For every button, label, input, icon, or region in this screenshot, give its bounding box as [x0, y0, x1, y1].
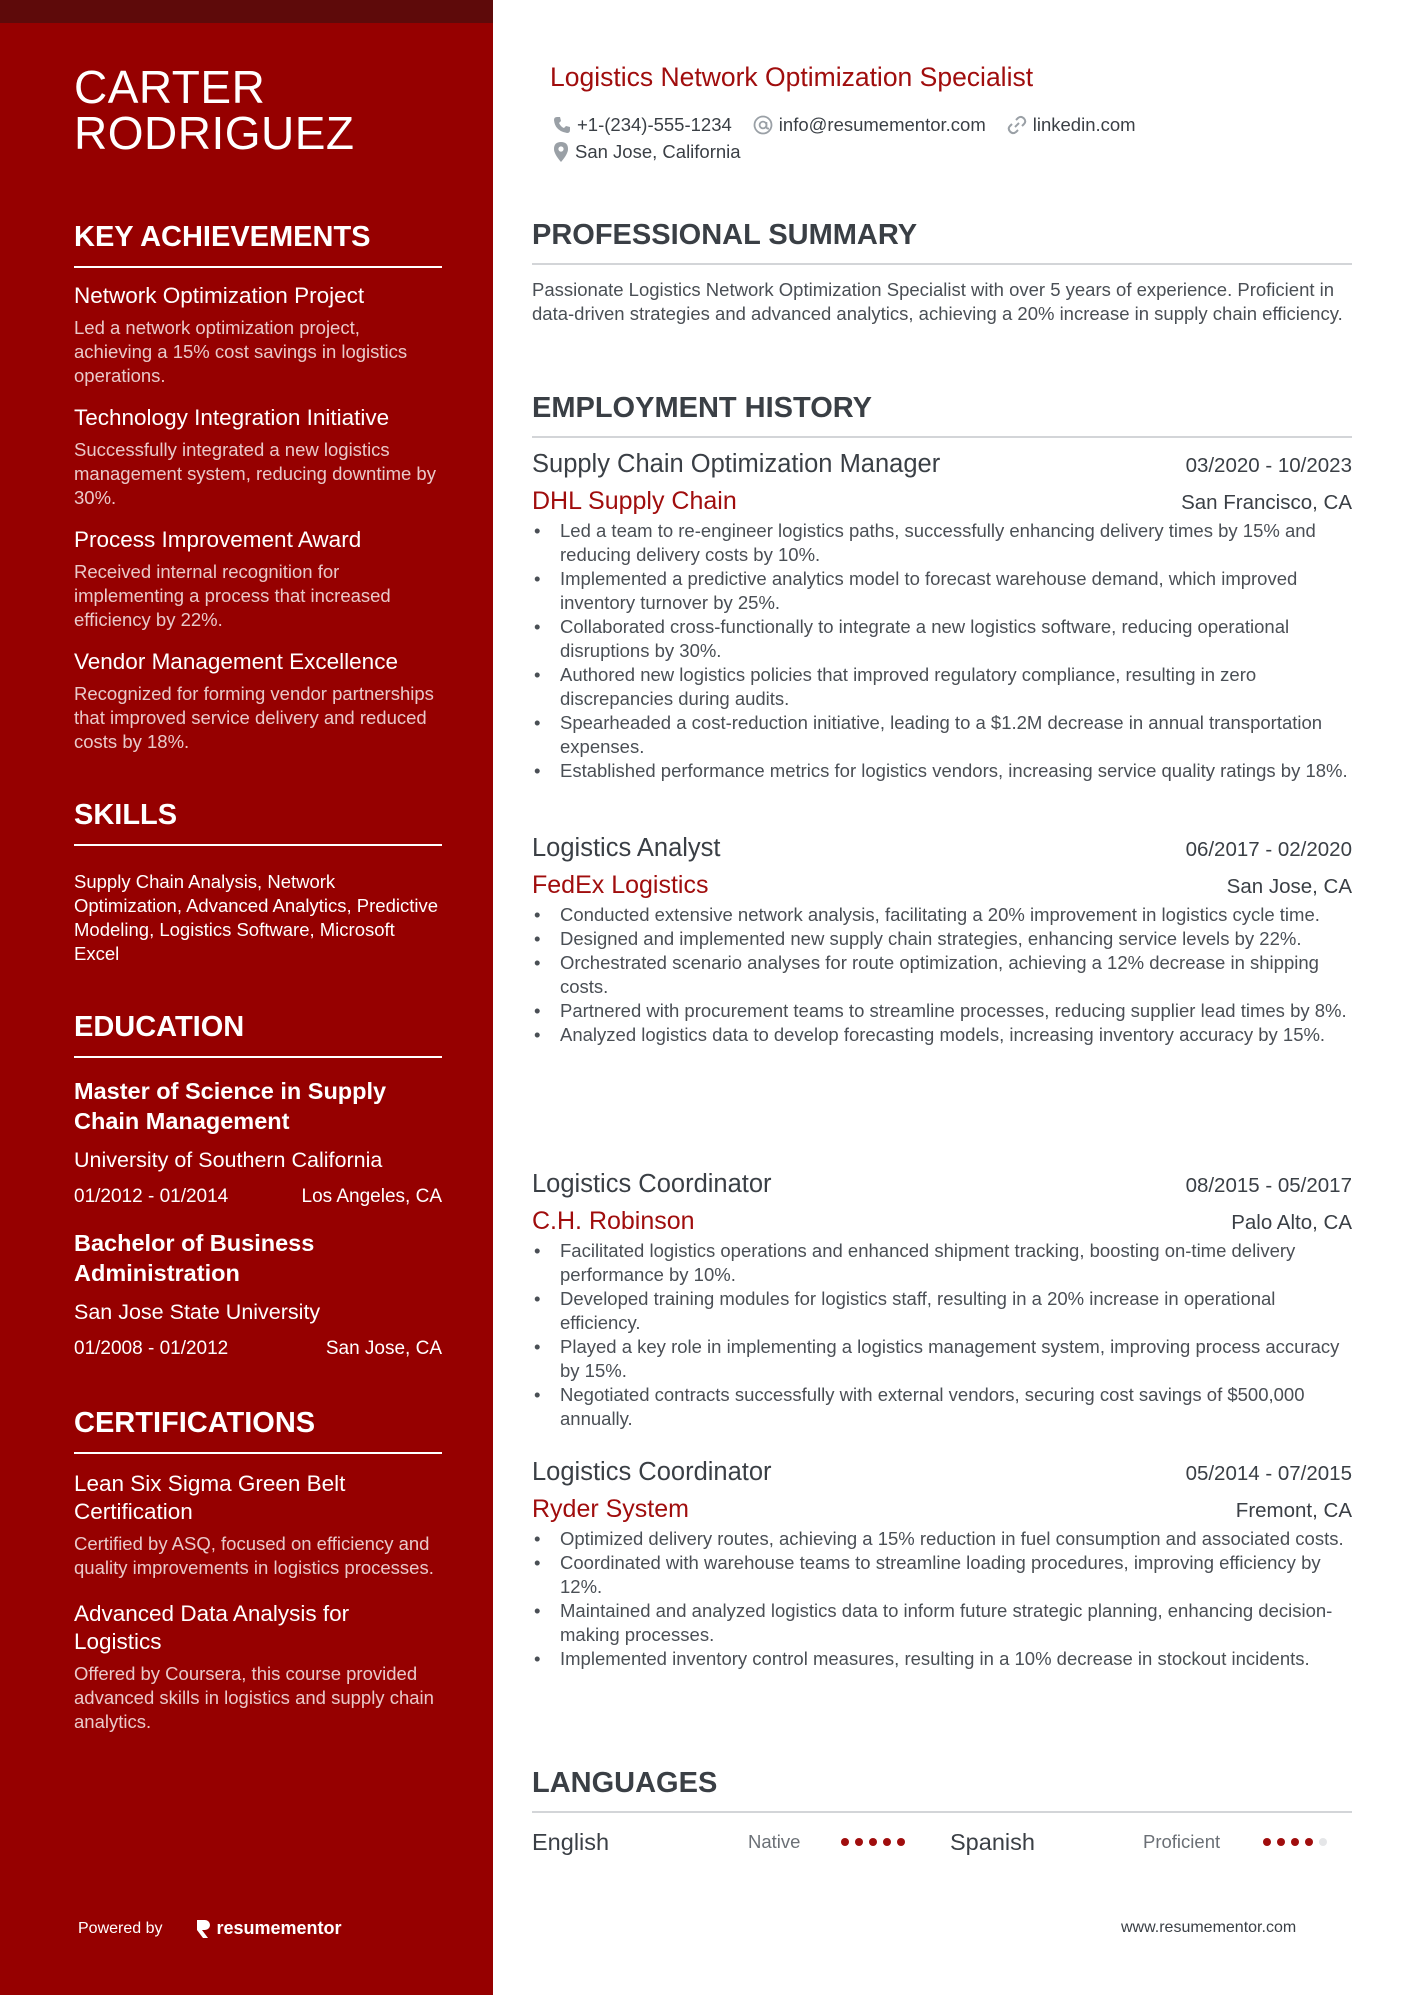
job-company: Ryder System: [532, 1495, 689, 1523]
job-location: San Jose, CA: [1226, 875, 1352, 898]
job-bullet: • Analyzed logistics data to develop forecasting models, increasing inventory accuracy by 15%.: [532, 1023, 1352, 1047]
education-item: [74, 1228, 442, 1362]
language-level: Native: [748, 1831, 801, 1852]
education-location: San Jose, CA: [325, 1338, 442, 1359]
job-bullets: [532, 1239, 1352, 1431]
education-dates: 01/2008 - 01/2012: [74, 1338, 229, 1359]
link-icon: [1006, 114, 1028, 136]
job-bullet: • Maintained and analyzed logistics data to inform future strategic planning, enhancing decision-making processes.: [532, 1599, 1352, 1647]
contact-email[interactable]: [752, 114, 986, 136]
job-bullet: • Orchestrated scenario analyses for route optimization, achieving a 12% decrease in shipping costs.: [532, 951, 1352, 999]
job-bullet: • Facilitated logistics operations and enhanced shipment tracking, boosting on-time delivery performance by 10%.: [532, 1239, 1352, 1287]
rating-dot-filled: [1291, 1838, 1299, 1846]
rating-dot-empty: [1319, 1838, 1327, 1846]
job-bullet: • Led a team to re-engineer logistics paths, successfully enhancing delivery times by 15% and reducing delivery costs by 10%.: [532, 519, 1352, 567]
last-name: RODRIGUEZ: [74, 107, 355, 159]
rating-dot-filled: [869, 1838, 877, 1846]
certification-desc: Certified by ASQ, focused on efficiency and quality improvements in logistics processes.: [74, 1533, 434, 1578]
certifications-heading: CERTIFICATIONS: [74, 1406, 442, 1454]
job-bullet: • Established performance metrics for logistics vendors, increasing service quality ratings by 18%.: [532, 759, 1352, 783]
rating-dot-filled: [883, 1838, 891, 1846]
education-dates: 01/2012 - 01/2014: [74, 1186, 229, 1207]
job-dates: 08/2015 - 05/2017: [1185, 1174, 1352, 1197]
job-company: FedEx Logistics: [532, 871, 709, 899]
languages-heading: LANGUAGES: [532, 1766, 1352, 1813]
certification-item: [74, 1470, 442, 1580]
education-location: Los Angeles, CA: [301, 1186, 442, 1207]
achievement-item: [74, 404, 442, 510]
language-level: Proficient: [1143, 1831, 1221, 1852]
candidate-name: [74, 61, 442, 159]
location-text: San Jose, California: [575, 141, 741, 162]
job-bullet: • Conducted extensive network analysis, facilitating a 20% improvement in logistics cycle time.: [532, 903, 1352, 927]
job-role: Supply Chain Optimization Manager: [532, 450, 941, 478]
achievement-desc: Led a network optimization project, achieving a 15% cost savings in logistics operations.: [74, 317, 408, 386]
powered-by: [78, 1918, 342, 1939]
job-bullet: • Played a key role in implementing a logistics management system, improving process accuracy by 15%.: [532, 1335, 1352, 1383]
phone-icon: [552, 115, 572, 135]
brand-logo[interactable]: [195, 1918, 342, 1939]
skills-list: Supply Chain Analysis, Network Optimization, Advanced Analytics, Predictive Modeling, Logistics Software, Microsoft Excel: [74, 871, 439, 964]
brand-mark-icon: [195, 1919, 211, 1939]
rating-dot-filled: [1305, 1838, 1313, 1846]
certifications-section: [74, 1406, 442, 1734]
certification-title: Advanced Data Analysis for Logistics: [74, 1601, 350, 1654]
job-bullet: • Partnered with procurement teams to streamline processes, reducing supplier lead times by 8%.: [532, 999, 1352, 1023]
brand-name: resumementor: [216, 1918, 342, 1938]
contact-phone[interactable]: [552, 114, 732, 136]
achievement-title: Vendor Management Excellence: [74, 649, 398, 674]
rating-dot-filled: [1263, 1838, 1271, 1846]
job-bullet: • Implemented a predictive analytics model to forecast warehouse demand, which improved inventory turnover by 25%.: [532, 567, 1352, 615]
job-bullet: • Implemented inventory control measures, resulting in a 10% decrease in stockout incidents.: [532, 1647, 1352, 1671]
language-rating: [1263, 1838, 1333, 1846]
achievements-heading: KEY ACHIEVEMENTS: [74, 220, 442, 268]
achievement-desc: Recognized for forming vendor partnerships that improved service delivery and reduced costs by 18%.: [74, 683, 434, 752]
job-bullet: • Designed and implemented new supply chain strategies, enhancing service levels by 22%.: [532, 927, 1352, 951]
phone-text: +1-(234)-555-1234: [577, 114, 732, 135]
website-link[interactable]: www.resumementor.com: [1121, 1919, 1297, 1936]
job-bullet: • Spearheaded a cost-reduction initiative, leading to a $1.2M decrease in annual transportation expenses.: [532, 711, 1352, 759]
achievement-title: Process Improvement Award: [74, 527, 362, 552]
job-entry: [532, 1168, 1352, 1431]
rating-dot-filled: [841, 1838, 849, 1846]
job-dates: 05/2014 - 07/2015: [1185, 1462, 1352, 1485]
job-dates: 03/2020 - 10/2023: [1185, 454, 1352, 477]
rating-dot-filled: [855, 1838, 863, 1846]
education-meta: [74, 1184, 442, 1210]
job-dates: 06/2017 - 02/2020: [1185, 838, 1352, 861]
job-bullet: • Coordinated with warehouse teams to streamline loading procedures, improving efficiency by 12%.: [532, 1551, 1352, 1599]
location-pin-icon: [552, 141, 570, 163]
job-bullet: • Authored new logistics policies that improved regulatory compliance, resulting in zero discrepancies during audits.: [532, 663, 1352, 711]
job-bullet: • Developed training modules for logistics staff, resulting in a 20% increase in operational efficiency.: [532, 1287, 1352, 1335]
email-text: info@resumementor.com: [778, 114, 986, 135]
job-entry: [532, 1456, 1352, 1671]
achievement-desc: Received internal recognition for implementing a process that increased efficiency by 22%.: [74, 561, 391, 630]
achievement-title: Technology Integration Initiative: [74, 405, 390, 430]
powered-by-label: Powered by: [78, 1919, 163, 1937]
job-bullet: • Negotiated contracts successfully with external vendors, securing cost savings of $500,000 annually.: [532, 1383, 1352, 1431]
job-location: Palo Alto, CA: [1231, 1211, 1352, 1234]
job-location: San Francisco, CA: [1181, 491, 1352, 514]
achievement-item: [74, 526, 442, 632]
rating-dot-filled: [897, 1838, 905, 1846]
contact-linkedin[interactable]: [1006, 114, 1136, 136]
achievement-item: [74, 648, 442, 754]
education-degree: Master of Science in Supply Chain Management: [74, 1078, 387, 1134]
at-icon: [752, 114, 774, 136]
job-company: C.H. Robinson: [532, 1207, 695, 1235]
achievement-title: Network Optimization Project: [74, 283, 365, 308]
job-entry: [532, 832, 1352, 1047]
achievement-item: [74, 282, 442, 388]
achievements-section: [74, 220, 442, 754]
education-school: University of Southern California: [74, 1148, 383, 1172]
job-company: DHL Supply Chain: [532, 487, 737, 515]
headline: Logistics Network Optimization Specialist: [550, 62, 1034, 92]
rating-dot-filled: [1277, 1838, 1285, 1846]
job-role: Logistics Coordinator: [532, 1458, 772, 1486]
certification-item: [74, 1600, 442, 1734]
certification-title: Lean Six Sigma Green Belt Certification: [74, 1471, 346, 1524]
contact-row-2: [552, 141, 761, 163]
language-name: Spanish: [950, 1829, 1035, 1855]
language-name: English: [532, 1829, 610, 1855]
job-entry: [532, 448, 1352, 783]
language-rating: [841, 1838, 911, 1846]
job-role: Logistics Analyst: [532, 834, 721, 862]
certification-desc: Offered by Coursera, this course provided advanced skills in logistics and supply chain analytics.: [74, 1663, 434, 1732]
contact-row: [552, 114, 1156, 136]
skills-section: [74, 798, 442, 966]
employment-heading: EMPLOYMENT HISTORY: [532, 391, 1352, 438]
education-meta: [74, 1336, 442, 1362]
education-school: San Jose State University: [74, 1300, 321, 1324]
job-bullet: • Optimized delivery routes, achieving a 15% reduction in fuel consumption and associated costs.: [532, 1527, 1352, 1551]
education-section: [74, 1010, 442, 1362]
education-degree: Bachelor of Business Administration: [74, 1230, 315, 1286]
summary-heading: PROFESSIONAL SUMMARY: [532, 218, 1352, 265]
job-bullets: [532, 1527, 1352, 1671]
education-item: [74, 1076, 442, 1210]
education-heading: EDUCATION: [74, 1010, 442, 1058]
summary-text: Passionate Logistics Network Optimization Specialist with over 5 years of experience. Proficient in data-driven strategies and advanced analytics, achieving a 20% increase in supply chain efficiency.: [532, 279, 1343, 324]
languages-row: [532, 1826, 1352, 1858]
achievement-desc: Successfully integrated a new logistics management system, reducing downtime by 30%.: [74, 439, 436, 508]
linkedin-text: linkedin.com: [1032, 114, 1136, 135]
job-bullets: [532, 519, 1352, 783]
job-role: Logistics Coordinator: [532, 1170, 772, 1198]
skills-heading: SKILLS: [74, 798, 442, 846]
job-bullet: • Collaborated cross-functionally to integrate a new logistics software, reducing operational disruptions by 30%.: [532, 615, 1352, 663]
first-name: CARTER: [74, 61, 266, 113]
sidebar: [0, 0, 493, 1995]
sidebar-top-band: [0, 0, 493, 23]
contact-location: [552, 141, 741, 163]
job-bullets: [532, 903, 1352, 1047]
job-location: Fremont, CA: [1235, 1499, 1352, 1522]
